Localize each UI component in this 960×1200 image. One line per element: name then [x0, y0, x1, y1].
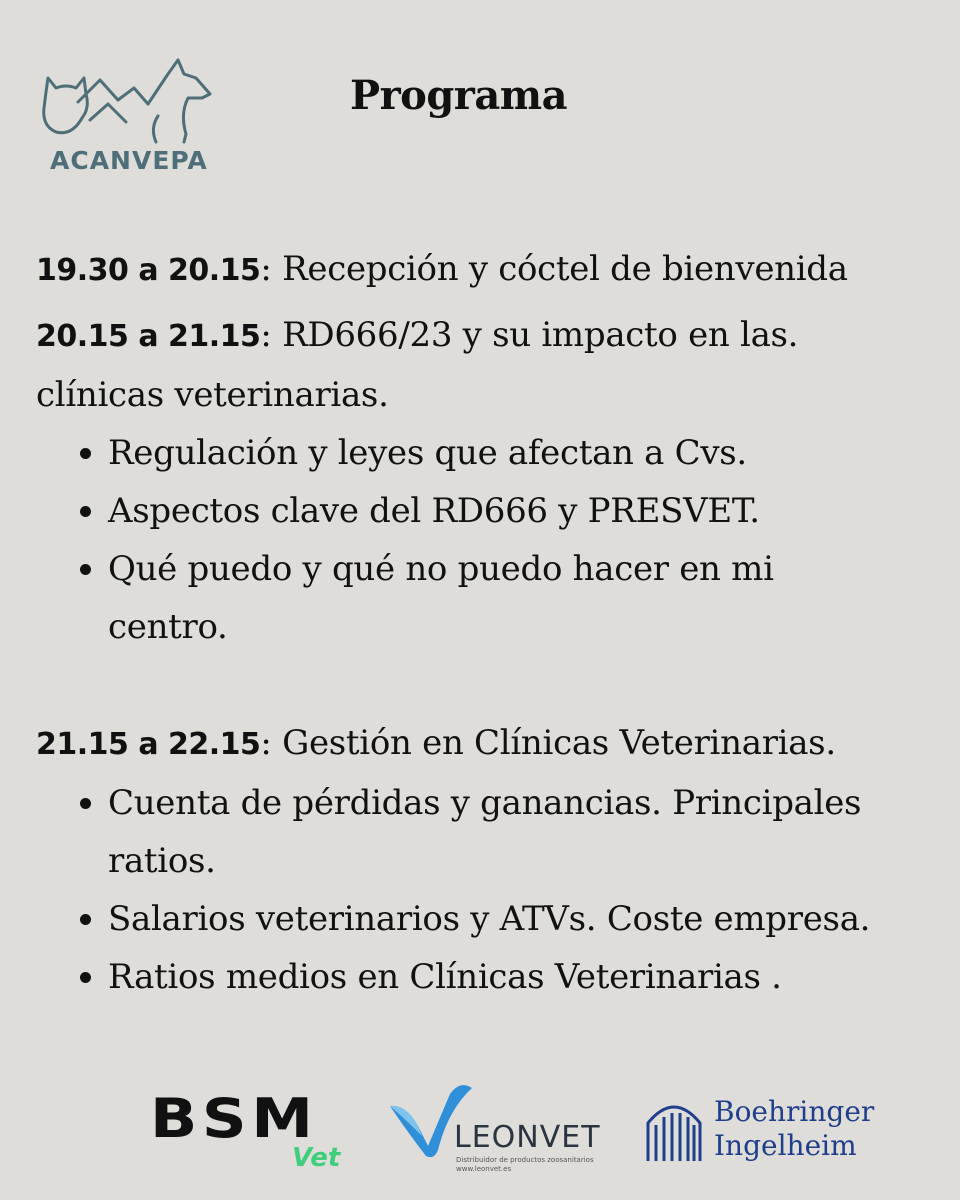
acanvepa-logo [38, 58, 223, 183]
boehringer-building-icon [642, 1095, 706, 1165]
program-item-reception [36, 240, 946, 300]
bullet-icon [80, 972, 91, 983]
program-line [36, 714, 946, 774]
bullet-icon [80, 798, 91, 809]
bullet-icon [80, 564, 91, 575]
program-line [36, 240, 946, 300]
leonvet-tagline: Distribuidor de productos zoosanitarios www.leonvet.es [456, 1156, 594, 1173]
list-item: Ratios medios en Clínicas Veterinarias . [108, 948, 946, 1006]
program-item-rd666 [36, 306, 946, 656]
bsm-logo-text: BSM [150, 1087, 318, 1150]
bsm-vet-logo [150, 1087, 350, 1177]
list-item: Cuenta de pérdidas y ganancias. Principales ratios. [108, 774, 946, 890]
boehringer-logo [642, 1095, 882, 1175]
leonvet-name: LEONVET [454, 1120, 601, 1155]
program-description: : Recepción y cóctel de bienvenida [260, 249, 848, 289]
program-list [36, 240, 946, 1006]
list-item: Regulación y leyes que afectan a Cvs. [108, 424, 946, 482]
time-range: 19.30 a 20.15 [36, 253, 261, 288]
program-description: : Gestión en Clínicas Veterinarias. [260, 723, 836, 763]
boehringer-name: Boehringer Ingelheim [714, 1095, 875, 1162]
program-description-continuation: clínicas veterinarias. [36, 375, 389, 415]
page-title: Programa [350, 72, 568, 119]
program-item-gestion [36, 714, 946, 1006]
bullet-list [36, 424, 946, 656]
program-description: : RD666/23 y su impacto en las. [260, 315, 799, 355]
acanvepa-logo-text: ACANVEPA [50, 146, 208, 175]
list-item: Salarios veterinarios y ATVs. Coste empresa. [108, 890, 946, 948]
bullet-list [36, 774, 946, 1006]
bullet-icon [80, 448, 91, 459]
leonvet-logo [388, 1080, 618, 1180]
cat-dog-mountain-icon [38, 58, 223, 148]
time-range: 21.15 a 22.15 [36, 727, 261, 762]
bsm-vet-text: Vet [292, 1143, 341, 1173]
sponsor-logos [0, 1075, 960, 1185]
time-range: 20.15 a 21.15 [36, 319, 261, 354]
list-item: Qué puedo y qué no puedo hacer en mi centro. [108, 540, 946, 656]
bullet-icon [80, 506, 91, 517]
bullet-icon [80, 914, 91, 925]
program-line [36, 306, 946, 366]
list-item: Aspectos clave del RD666 y PRESVET. [108, 482, 946, 540]
